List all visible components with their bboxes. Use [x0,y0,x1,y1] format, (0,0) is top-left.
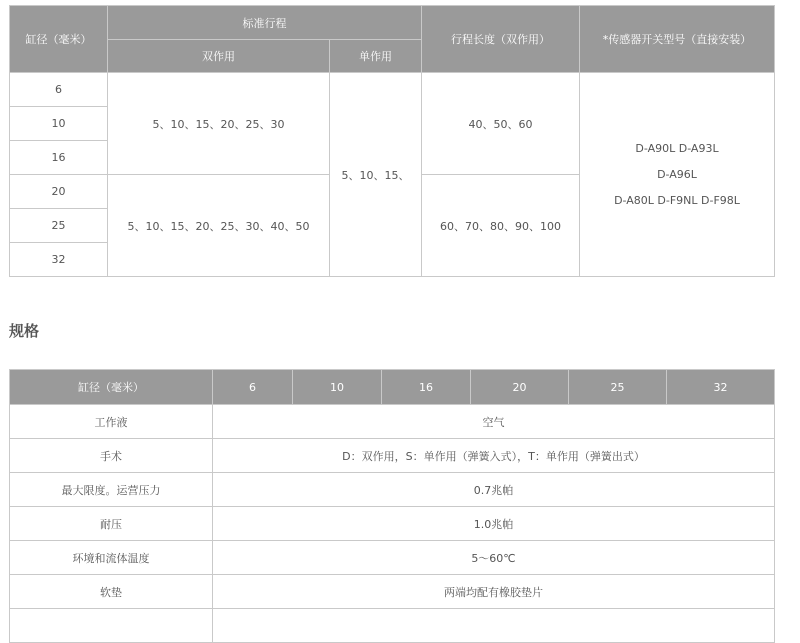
table-row [10,405,775,439]
bore-header: 缸径（毫米） [10,6,108,73]
sensor-line: D-A90L D-A93L [635,141,719,155]
single-acting-cell: 5、10、15、 [330,73,422,277]
table-row [10,575,775,609]
table-row [10,73,775,107]
row-value: 5～60℃ [213,541,775,575]
row-label: 环境和流体温度 [10,541,213,575]
stroke-table [9,5,775,277]
bore-column: 32 [667,370,775,405]
table-row [10,609,775,643]
bore-cell: 25 [10,209,108,243]
spec-heading: 规格 [9,322,40,340]
spec-table [9,369,775,643]
bore-cell: 20 [10,175,108,209]
stroke-length-cell: 40、50、60 [422,73,580,175]
sensor-line: D-A96L [657,167,697,181]
double-acting-cell: 5、10、15、20、25、30、40、50 [108,175,330,277]
table-row [10,541,775,575]
bore-cell: 16 [10,141,108,175]
sensor-cell [580,73,775,277]
bore-header: 缸径（毫米） [10,370,213,405]
row-label: 软垫 [10,575,213,609]
row-label: 耐压 [10,507,213,541]
table-row [10,507,775,541]
row-label: 最大限度。运营压力 [10,473,213,507]
row-value: 空气 [213,405,775,439]
bore-column: 10 [293,370,382,405]
row-value: 1.0兆帕 [213,507,775,541]
bore-column: 6 [213,370,293,405]
standard-stroke-header: 标准行程 [108,6,422,40]
bore-column: 20 [471,370,569,405]
stroke-length-header: 行程长度（双作用） [422,6,580,73]
row-value [213,609,775,643]
bore-cell: 32 [10,243,108,277]
row-label: 工作液 [10,405,213,439]
bore-column: 16 [382,370,471,405]
stroke-length-cell: 60、70、80、90、100 [422,175,580,277]
row-value: 0.7兆帕 [213,473,775,507]
row-label [10,609,213,643]
row-value: D：双作用，S：单作用（弹簧入式），T：单作用（弹簧出式） [213,439,775,473]
double-acting-cell: 5、10、15、20、25、30 [108,73,330,175]
bore-column: 25 [569,370,667,405]
row-label: 手术 [10,439,213,473]
bore-cell: 10 [10,107,108,141]
double-acting-header: 双作用 [108,40,330,73]
table-row [10,473,775,507]
table-row [10,439,775,473]
sensor-header: *传感器开关型号（直接安装） [580,6,775,73]
sensor-line: D-A80L D-F9NL D-F98L [614,193,740,207]
single-acting-header: 单作用 [330,40,422,73]
bore-cell: 6 [10,73,108,107]
row-value: 两端均配有橡胶垫片 [213,575,775,609]
